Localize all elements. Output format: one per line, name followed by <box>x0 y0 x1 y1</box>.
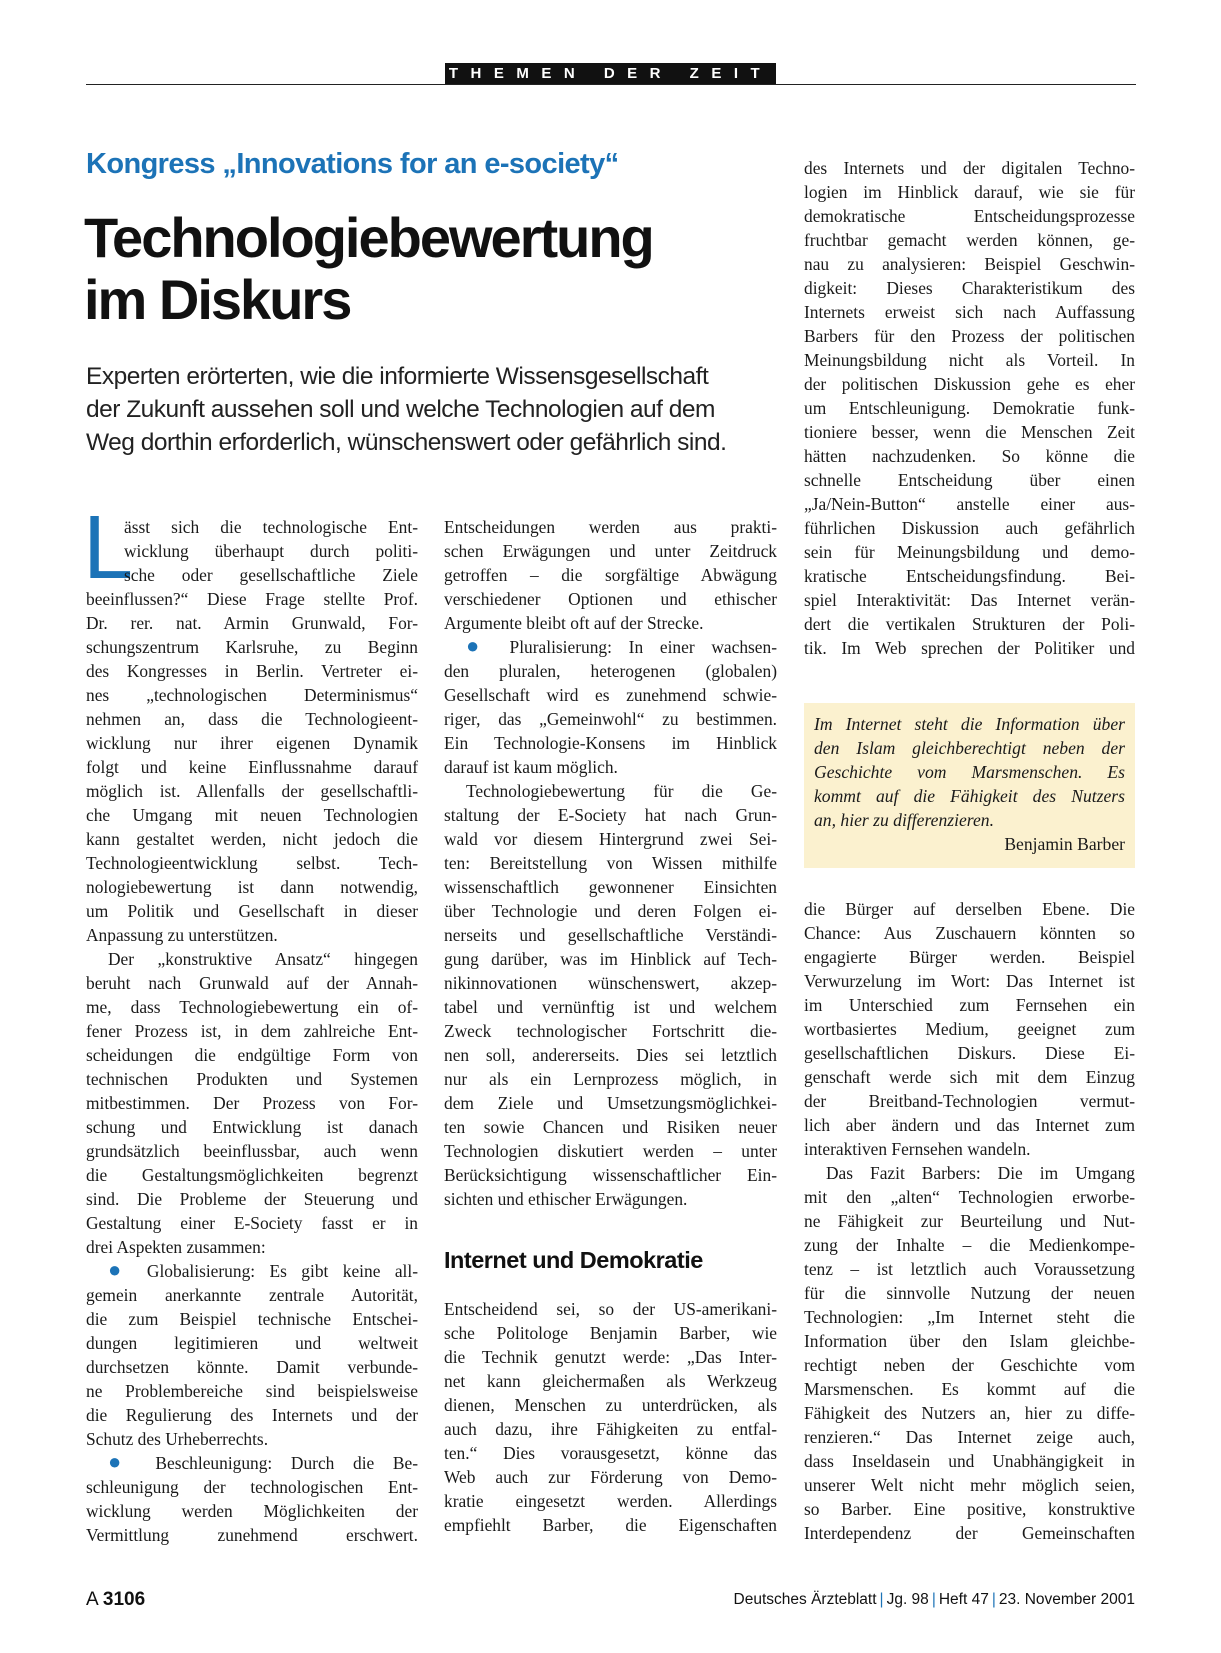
footer-separator: | <box>991 1591 996 1608</box>
text-line: gung darüber, was im Hinblick auf Tech- <box>444 949 777 969</box>
text-line: mit den „alten“ Technologien erworbe- <box>804 1187 1135 1207</box>
bullet-text: Beschleunigung: Durch die Be- <box>155 1453 418 1473</box>
text-line: mitbestimmen. Der Prozess von For- <box>86 1093 418 1113</box>
text-line: der Breitband-Technologien vermut- <box>804 1091 1135 1111</box>
text-line: durchsetzen könnte. Damit verbunde- <box>86 1357 418 1377</box>
text-line: wicklung überhaupt durch politi- <box>124 541 418 561</box>
text-line: technischen Produkten und Systemen <box>86 1069 418 1089</box>
text-line: nau zu analysieren: Beispiel Geschwin- <box>804 254 1135 274</box>
text-line: Der „konstruktive Ansatz“ hingegen <box>108 949 418 969</box>
text-line: grundsätzlich beeinflussbar, auch wenn <box>86 1141 418 1161</box>
text-line: engagierte Bürger werden. Beispiel <box>804 947 1135 967</box>
text-line: sichten und ethischer Erwägungen. <box>444 1189 688 1209</box>
text-line: demokratische Entscheidungsprozesse <box>804 206 1135 226</box>
text-line: der politischen Diskussion gehe es eher <box>804 374 1135 394</box>
text-line: Internets erweist sich nach Auffassung <box>804 302 1135 322</box>
article-headline <box>84 207 784 331</box>
text-line: drei Aspekten zusammen: <box>86 1237 266 1257</box>
text-line: Interdependenz der Gemeinschaften <box>804 1523 1135 1543</box>
text-line: die Regulierung des Internets und der <box>86 1405 418 1425</box>
text-line: Argumente bleibt oft auf der Strecke. <box>444 613 704 633</box>
text-line: schen Erwägungen und unter Zeitdruck <box>444 541 777 561</box>
body-column-3 <box>804 156 1135 660</box>
quote-line: kommt auf die Fähigkeit des Nutzers <box>814 786 1125 806</box>
drop-cap: L <box>83 498 134 598</box>
body-column-3-continued <box>804 897 1135 1545</box>
text-line: Entscheidungen werden aus prakti- <box>444 517 777 537</box>
text-line: die Technik genutzt werde: „Das Inter- <box>444 1347 777 1367</box>
text-line: Vermittlung zunehmend erschwert. <box>86 1525 418 1545</box>
body-column-2 <box>444 515 777 1211</box>
bullet-text: Pluralisierung: In einer wachsen- <box>509 637 777 657</box>
text-line: folgt und keine Einflussnahme darauf <box>86 757 418 777</box>
text-line: wicklung nur ihrer eigenen Dynamik <box>86 733 418 753</box>
text-line: nikinnovationen wünschenswert, akzep- <box>444 973 777 993</box>
text-line: Technologien: „Im Internet steht die <box>804 1307 1135 1327</box>
headline-line-1: Technologiebewertung <box>84 206 653 269</box>
text-line: gemein anerkannte zentrale Autorität, <box>86 1285 418 1305</box>
text-line: Chance: Aus Zuschauern könnten so <box>804 923 1135 943</box>
text-line: die zum Beispiel technische Entschei- <box>86 1309 418 1329</box>
text-line: ne Problembereiche sind beispielsweise <box>86 1381 418 1401</box>
text-line: „Ja/Nein-Button“ anstelle einer aus- <box>804 494 1135 514</box>
page-number-value: 3106 <box>102 1589 146 1610</box>
text-line: lich aber ändern und das Internet zum <box>804 1115 1135 1135</box>
text-line: tabel und vernünftig ist und welchem <box>444 997 777 1017</box>
text-line: Fähigkeit des Nutzers an, hier zu diffe- <box>804 1403 1135 1423</box>
article-kicker: Kongress „Innovations for an e-society“ <box>86 148 619 180</box>
header-rule <box>86 84 1136 85</box>
text-line: Technologieentwicklung selbst. Tech- <box>86 853 418 873</box>
text-line: im Unterschied zum Fernsehen ein <box>804 995 1135 1015</box>
text-line: Zweck technologischer Fortschritt die- <box>444 1021 777 1041</box>
text-line: tik. Im Web sprechen der Politiker und <box>804 638 1135 658</box>
footer-separator: | <box>931 1591 936 1608</box>
text-line: renzieren.“ Das Internet zeige auch, <box>804 1427 1135 1447</box>
lead-line: Experten erörterten, wie die informierte Wissensgesellschaft <box>86 363 709 390</box>
text-line: dienen, Menschen zu unterdrücken, als <box>444 1395 777 1415</box>
text-line: getroffen – die sorgfältige Abwägung <box>444 565 777 585</box>
journal-issue: Heft 47 <box>938 1591 989 1608</box>
text-line: sche Politologe Benjamin Barber, wie <box>444 1323 777 1343</box>
text-line: ten: Bereitstellung von Wissen mithilfe <box>444 853 777 873</box>
text-line: kann gestaltet werden, nicht jedoch die <box>86 829 418 849</box>
text-line: che Umgang mit neuen Technologien <box>86 805 418 825</box>
page-prefix: A <box>86 1589 98 1610</box>
text-line: kratische Entscheidungsfindung. Bei- <box>804 566 1135 586</box>
text-line: rechtigt neben der Geschichte vom <box>804 1355 1135 1375</box>
text-line: Technologien diskutiert werden – unter <box>444 1141 777 1161</box>
text-line: fener Prozess ist, in dem zahlreiche Ent- <box>86 1021 418 1041</box>
text-line: über Technologie und deren Folgen ei- <box>444 901 777 921</box>
text-line <box>86 1451 418 1475</box>
text-line: dass Inseldasein und Unabhängigkeit in <box>804 1451 1135 1471</box>
journal-volume: Jg. 98 <box>886 1591 929 1608</box>
text-line: sind. Die Probleme der Steuerung und <box>86 1189 418 1209</box>
text-line: Marsmenschen. Es kommt auf die <box>804 1379 1135 1399</box>
text-line: schnelle Entscheidung über einen <box>804 470 1135 490</box>
text-line: des Kongresses in Berlin. Vertreter ei- <box>86 661 418 681</box>
journal-footer <box>734 1591 1135 1609</box>
text-line: dungen legitimieren und weltweit <box>86 1333 418 1353</box>
text-line: führlichen Diskussion auch gefährlich <box>804 518 1135 538</box>
text-line: für die sinnvolle Nutzung der neuen <box>804 1283 1135 1303</box>
article-lead <box>86 360 786 459</box>
headline-line-2: im Diskurs <box>84 268 351 331</box>
text-line: dem Ziele und Umsetzungsmöglichkei- <box>444 1093 777 1113</box>
text-line: zung der Inhalte – die Medienkompe- <box>804 1235 1135 1255</box>
text-line: des Internets und der digitalen Techno- <box>804 158 1135 178</box>
text-line: Entscheidend sei, so der US-amerikani- <box>444 1299 777 1319</box>
text-line: unserer Welt nicht mehr möglich seien, <box>804 1475 1135 1495</box>
text-line: Anpassung zu unterstützen. <box>86 925 278 945</box>
text-line: net kann gleichermaßen als Werkzeug <box>444 1371 777 1391</box>
text-line: riger, das „Gemeinwohl“ zu bestimmen. <box>444 709 777 729</box>
text-line: auch dazu, ihre Fähigkeiten zu entfal- <box>444 1419 777 1439</box>
text-line: gesellschaftlichen Diskurs. Diese Ei- <box>804 1043 1135 1063</box>
quote-line: den Islam gleichberechtigt neben der <box>814 738 1125 758</box>
text-line: nur als ein Lernprozess möglich, in <box>444 1069 777 1089</box>
text-line: verschiedener Optionen und ethischer <box>444 589 777 609</box>
body-column-1 <box>86 515 418 1547</box>
text-line: um Entschleunigung. Demokratie funk- <box>804 398 1135 418</box>
text-line: darauf ist kaum möglich. <box>444 757 618 777</box>
bullet-icon: ● <box>108 1257 147 1282</box>
text-line: schungszentrum Karlsruhe, zu Beginn <box>86 637 418 657</box>
text-line: Meinungsbildung nicht als Vorteil. In <box>804 350 1135 370</box>
pull-quote <box>804 703 1135 868</box>
text-line: Gesellschaft wird es zunehmend schwie- <box>444 685 777 705</box>
text-line <box>444 635 777 659</box>
text-line: digkeit: Dieses Charakteristikum des <box>804 278 1135 298</box>
text-line: schleunigung der technologischen Ent- <box>86 1477 418 1497</box>
text-line: nerseits und gesellschaftliche Verständi- <box>444 925 777 945</box>
text-line: wicklung werden Möglichkeiten der <box>86 1501 418 1521</box>
text-line: dert die vertikalen Strukturen der Poli- <box>804 614 1135 634</box>
text-line: logien im Hinblick darauf, wie sie für <box>804 182 1135 202</box>
text-line: Das Fazit Barbers: Die im Umgang <box>826 1163 1135 1183</box>
text-line: nehmen an, dass die Technologieent- <box>86 709 418 729</box>
text-line: die Bürger auf derselben Ebene. Die <box>804 899 1135 919</box>
body-column-2-continued <box>444 1297 777 1537</box>
text-line: um Politik und Gesellschaft in dieser <box>86 901 418 921</box>
text-line: spiel Interaktivität: Das Internet verän- <box>804 590 1135 610</box>
pull-quote-text <box>814 712 1125 832</box>
text-line: Information über den Islam gleichbe- <box>804 1331 1135 1351</box>
text-line: Verwurzelung im Wort: Das Internet ist <box>804 971 1135 991</box>
text-line: beruht nach Grunwald auf der Annah- <box>86 973 418 993</box>
journal-name: Deutsches Ärzteblatt <box>733 1591 877 1608</box>
text-line: beeinflussen?“ Diese Frage stellte Prof. <box>86 589 418 609</box>
text-line: kratie eingesetzt werden. Allerdings <box>444 1491 777 1511</box>
text-line: sein für Meinungsbildung und demo- <box>804 542 1135 562</box>
text-line: scheidungen die endgültige Form von <box>86 1045 418 1065</box>
text-line: wald vor diesem Hintergrund zwei Sei- <box>444 829 777 849</box>
text-line: Barbers für den Prozess der politischen <box>804 326 1135 346</box>
footer-separator: | <box>879 1591 884 1608</box>
text-line: Schutz des Urheberrechts. <box>86 1429 269 1449</box>
text-line: fruchtbar gemacht werden können, ge- <box>804 230 1135 250</box>
text-line: Berücksichtigung wissenschaftlicher Ein- <box>444 1165 777 1185</box>
text-line: so Barber. Eine positive, konstruktive <box>804 1499 1135 1519</box>
quote-line: an, hier zu differenzieren. <box>814 810 994 830</box>
bullet-icon: ● <box>466 633 510 658</box>
text-line: ten sowie Chancen und Risiken neuer <box>444 1117 777 1137</box>
text-line: Ein Technologie-Konsens im Hinblick <box>444 733 777 753</box>
quote-line: Im Internet steht die Information über <box>814 714 1125 734</box>
bullet-text: Globalisierung: Es gibt keine all- <box>146 1261 418 1281</box>
text-line: empfiehlt Barber, die Eigenschaften <box>444 1515 777 1535</box>
journal-date: 23. November 2001 <box>998 1591 1135 1608</box>
text-line: wortbasiertes Medium, geeignet zum <box>804 1019 1135 1039</box>
text-line: nes „technologischen Determinismus“ <box>86 685 418 705</box>
text-line: Technologiebewertung für die Ge- <box>466 781 777 801</box>
section-header: THEMEN DER ZEIT <box>445 63 776 85</box>
text-line: interaktiven Fernsehen wandeln. <box>804 1139 1031 1159</box>
text-line: nen soll, andererseits. Dies sei letztlich <box>444 1045 777 1065</box>
text-line: schung und Entwicklung ist danach <box>86 1117 418 1137</box>
text-line: tenz – ist letztlich auch Voraussetzung <box>804 1259 1135 1279</box>
text-line: sche oder gesellschaftliche Ziele <box>124 565 418 585</box>
text-line: den pluralen, heterogenen (globalen) <box>444 661 777 681</box>
text-line: ne Fähigkeit zur Beurteilung und Nut- <box>804 1211 1135 1231</box>
lead-line: der Zukunft aussehen soll und welche Technologien auf dem <box>86 396 715 423</box>
text-line: staltung der E-Society hat nach Grun- <box>444 805 777 825</box>
text-line: tioniere besser, wenn die Menschen Zeit <box>804 422 1135 442</box>
text-line: Dr. rer. nat. Armin Grunwald, For- <box>86 613 418 633</box>
text-line: me, dass Technologiebewertung ein of- <box>86 997 418 1017</box>
text-line: ten.“ Dies vorausgesetzt, könne das <box>444 1443 777 1463</box>
text-line: hätten nachzudenken. So könne die <box>804 446 1135 466</box>
text-line: Gestaltung einer E-Society fasst er in <box>86 1213 418 1233</box>
text-line: möglich ist. Allenfalls der gesellschaftli- <box>86 781 418 801</box>
text-line: ässt sich die technologische Ent- <box>124 517 418 537</box>
lead-line: Weg dorthin erforderlich, wünschenswert oder gefährlich sind. <box>86 429 727 456</box>
text-line <box>86 1259 418 1283</box>
text-line: genschaft werde sich mit dem Einzug <box>804 1067 1135 1087</box>
bullet-icon: ● <box>108 1449 156 1474</box>
pull-quote-author: Benjamin Barber <box>1004 834 1125 854</box>
text-line: Web auch zur Förderung von Demo- <box>444 1467 777 1487</box>
subheading: Internet und Demokratie <box>444 1247 703 1273</box>
quote-line: Geschichte vom Marsmenschen. Es <box>814 762 1125 782</box>
text-line: nologiebewertung ist dann notwendig, <box>86 877 418 897</box>
text-line: die Gestaltungsmöglichkeiten begrenzt <box>86 1165 418 1185</box>
page-number <box>86 1589 145 1611</box>
text-line: wissenschaftlich gewonnener Einsichten <box>444 877 777 897</box>
